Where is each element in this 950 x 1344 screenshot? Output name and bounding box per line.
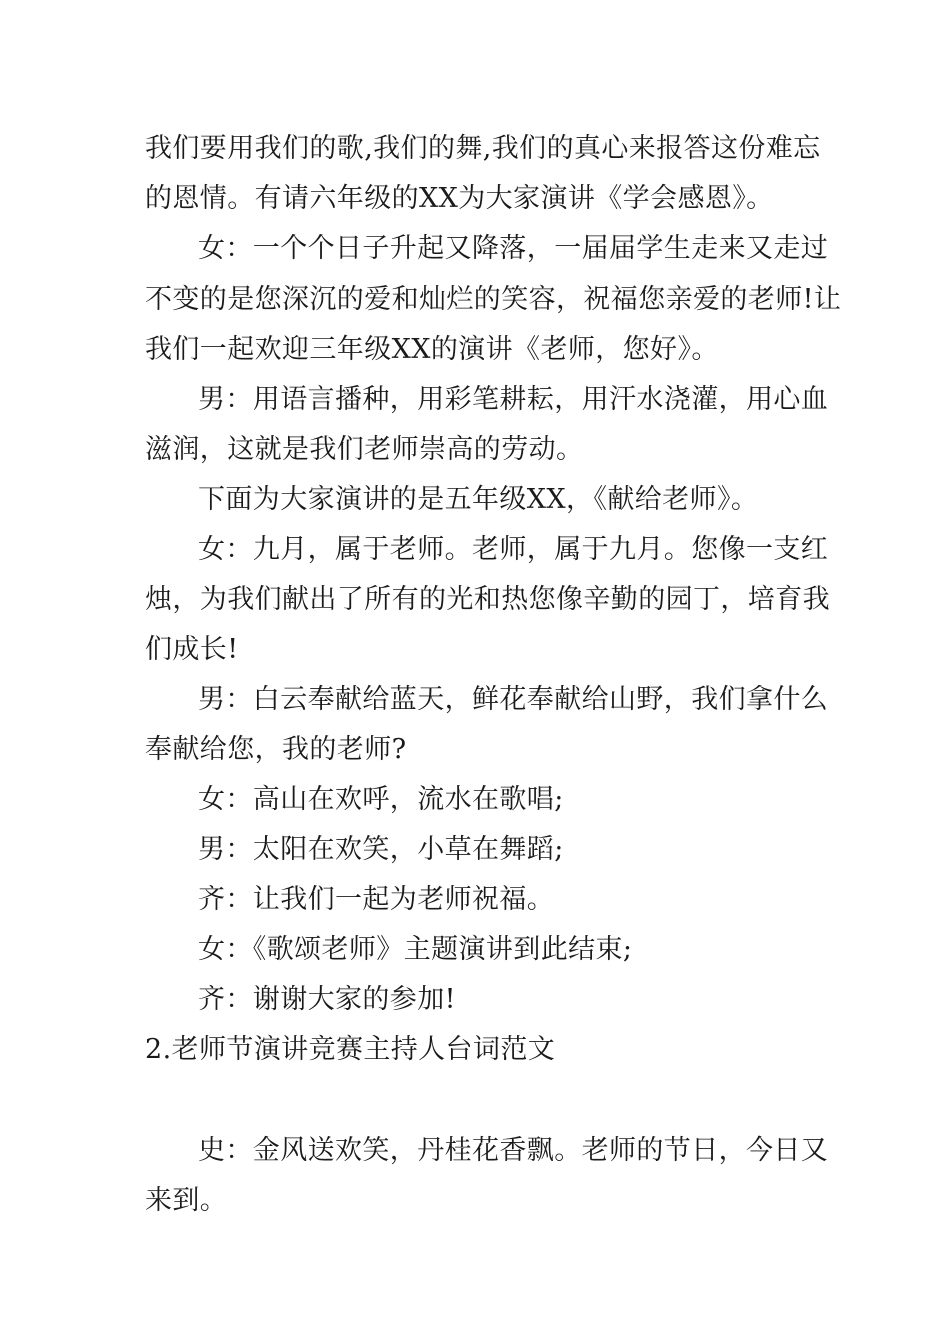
text-line: 滋润，这就是我们老师崇高的劳动。: [145, 434, 584, 465]
text-line: 来到。: [145, 1185, 228, 1216]
text-line: 奉献给您，我的老师?: [145, 734, 407, 765]
text-line: 我们要用我们的歌,我们的舞,我们的真心来报答这份难忘: [145, 133, 821, 164]
text-line: 烛，为我们献出了所有的光和热您像辛勤的园丁，培育我: [145, 584, 830, 615]
text-line: 女：九月，属于老师。老师，属于九月。您像一支红: [198, 534, 829, 565]
text-line: 男：太阳在欢笑，小草在舞蹈;: [198, 834, 564, 865]
text-line: 们成长!: [145, 634, 239, 665]
text-line: 的恩情。有请六年级的XX为大家演讲《学会感恩》。: [145, 183, 774, 214]
text-line: 男：用语言播种，用彩笔耕耘，用汗水浇灌，用心血: [198, 384, 829, 415]
text-line: 齐：让我们一起为老师祝福。: [198, 884, 555, 915]
text-line: 我们一起欢迎三年级XX的演讲《老师，您好》。: [145, 334, 719, 365]
text-line: 男：白云奉献给蓝天，鲜花奉献给山野，我们拿什么: [198, 684, 829, 715]
text-line: 女：《歌颂老师》主题演讲到此结束;: [198, 934, 633, 965]
section-heading: 2.老师节演讲竞赛主持人台词范文: [145, 1034, 556, 1065]
text-line: 女：一个个日子升起又降落，一届届学生走来又走过: [198, 233, 829, 264]
text-line: 女：高山在欢呼，流水在歌唱;: [198, 784, 564, 815]
text-line: 不变的是您深沉的爱和灿烂的笑容，祝福您亲爱的老师!让: [145, 284, 842, 315]
text-line: 齐：谢谢大家的参加!: [198, 984, 456, 1015]
text-line: 下面为大家演讲的是五年级XX，《献给老师》。: [198, 484, 759, 515]
text-line: 史：金风送欢笑，丹桂花香飘。老师的节日，今日又: [198, 1135, 829, 1166]
